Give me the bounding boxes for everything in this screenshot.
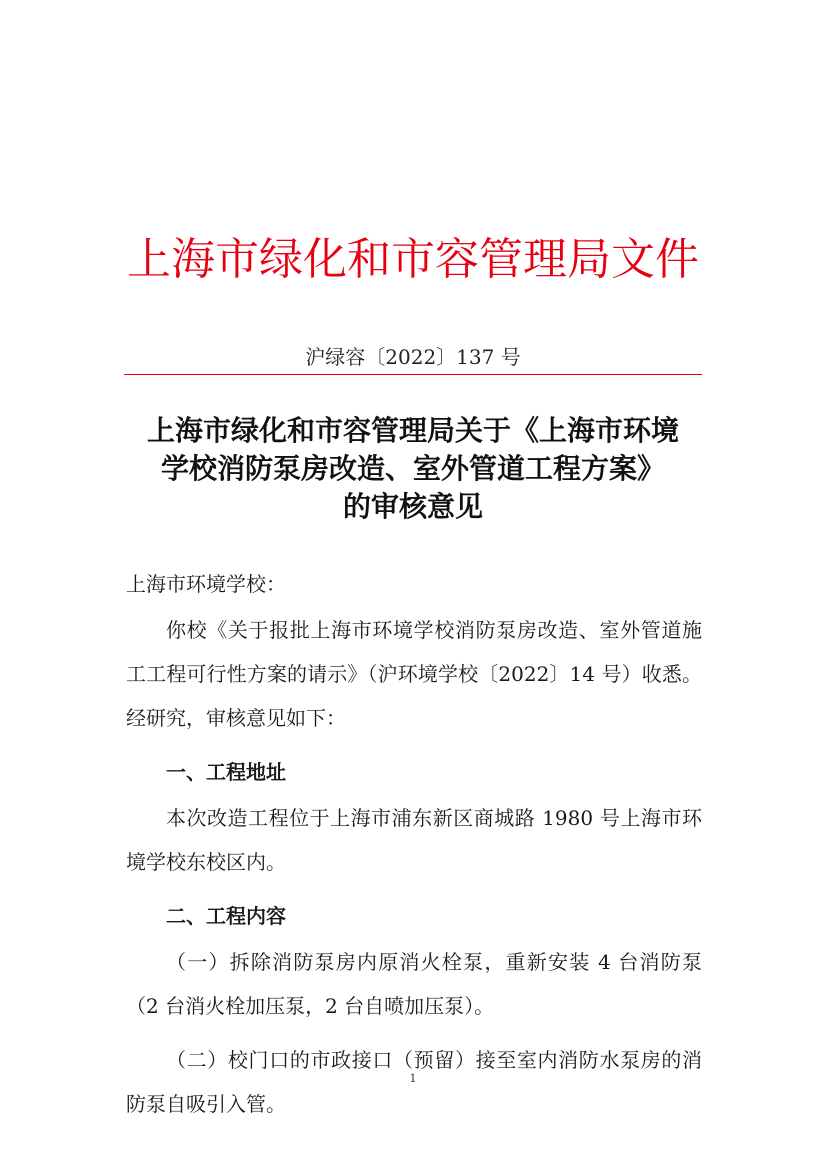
document-title xyxy=(100,412,726,526)
red-divider-line xyxy=(124,374,702,375)
address-paragraph: 本次改造工程位于上海市浦东新区商城路 1980 号上海市环境学校东校区内。 xyxy=(126,806,702,874)
document-number: 沪绿容〔2022〕137 号 xyxy=(305,345,521,369)
content-paragraph-1: （一）拆除消防泵房内原消火栓泵，重新安装 4 台消防泵（2 台消火栓加压泵，2 台自喷加压泵）。 xyxy=(126,950,702,1018)
document-body xyxy=(126,562,702,1136)
title-line: 的审核意见 xyxy=(342,490,483,523)
intro-paragraph: 你校《关于报批上海市环境学校消防泵房改造、室外管道施工工程可行性方案的请示》（沪环境学校〔2022〕14 号）收悉。经研究，审核意见如下： xyxy=(126,618,702,730)
section-heading-content: 二、工程内容 xyxy=(166,904,286,928)
title-line: 学校消防泵房改造、室外管道工程方案》 xyxy=(160,452,665,485)
issuer-header: 上海市绿化和市容管理局文件 xyxy=(127,234,699,285)
section-heading-address: 一、工程地址 xyxy=(166,760,286,784)
page-number: 1 xyxy=(409,1072,417,1085)
title-line: 上海市绿化和市容管理局关于《上海市环境 xyxy=(146,414,679,447)
content-paragraph-2: （二）校门口的市政接口（预留）接至室内消防水泵房的消防泵自吸引入管。 xyxy=(126,1048,702,1116)
salutation: 上海市环境学校： xyxy=(126,572,286,596)
